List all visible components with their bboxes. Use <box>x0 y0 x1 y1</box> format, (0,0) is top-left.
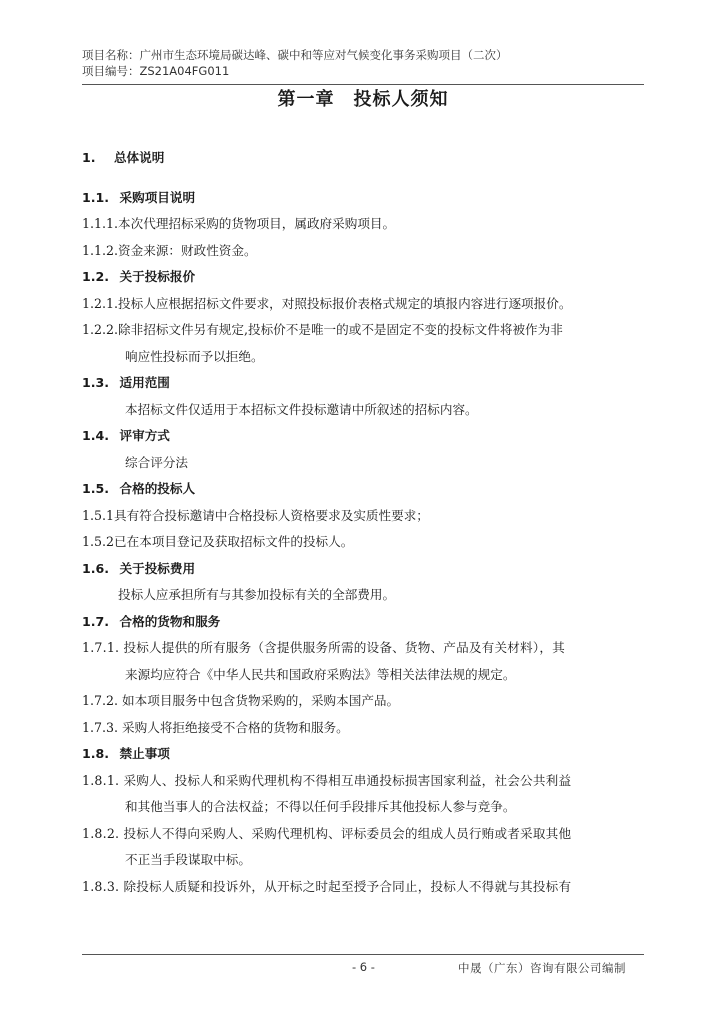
page-header <box>82 47 642 79</box>
project-name: 项目名称：广州市生态环境局碳达峰、碳中和等应对气候变化事务采购项目（二次） <box>82 48 508 62</box>
section-title: 总体说明 <box>113 150 165 165</box>
paragraph-1-7-1: 1.7.1. 投标人提供的所有服务（含提供服务所需的设备、货物、产品及有关材料），其 <box>82 640 565 655</box>
section-heading-1-7 <box>82 609 648 636</box>
project-code: 项目编号：ZS21A04FG011 <box>82 64 230 78</box>
paragraph-1-1-1: 1.1.1.本次代理招标采购的货物项目，属政府采购项目。 <box>82 216 396 231</box>
section-heading-1-8 <box>82 741 648 768</box>
section-number: 1. <box>82 150 96 165</box>
paragraph-1-5-2: 1.5.2已在本项目登记及获取招标文件的投标人。 <box>82 534 354 549</box>
section-title: 合格的货物和服务 <box>119 613 221 629</box>
paragraph-1-7-2: 1.7.2. 如本项目服务中包含货物采购的，采购本国产品。 <box>82 693 400 708</box>
section-title: 采购项目说明 <box>119 189 196 205</box>
section-title: 禁止事项 <box>119 746 170 761</box>
section-number: 1.3. <box>82 375 110 390</box>
paragraph-1-8-2-cont: 不正当手段谋取中标。 <box>125 852 251 867</box>
paragraph-1-8-1: 1.8.1. 采购人、投标人和采购代理机构不得相互串通投标损害国家利益，社会公共利益 <box>82 772 572 788</box>
section-title: 评审方式 <box>119 428 170 443</box>
header-divider <box>82 84 644 85</box>
section-heading-1-5 <box>82 476 648 503</box>
footer-divider <box>82 954 644 955</box>
paragraph-1-1-2: 1.1.2.资金来源：财政性资金。 <box>82 242 257 258</box>
section-number: 1.5. <box>82 481 110 496</box>
section-number: 1.8. <box>82 746 110 761</box>
section-number: 1.6. <box>82 560 110 576</box>
paragraph-1-6: 投标人应承担所有与其参加投标有关的全部费用。 <box>118 587 396 602</box>
paragraph-1-7-1-cont: 来源均应符合《中华人民共和国政府采购法》等相关法律法规的规定。 <box>125 666 516 682</box>
paragraph-1-2-2-cont: 响应性投标而予以拒绝。 <box>125 348 264 364</box>
section-heading-1-1 <box>82 185 648 212</box>
chapter-title: 第一章 投标人须知 <box>277 89 449 110</box>
document-body <box>82 145 648 900</box>
paragraph-1-5-1: 1.5.1具有符合投标邀请中合格投标人资格要求及实质性要求； <box>82 507 429 523</box>
section-heading-1 <box>82 145 648 172</box>
section-heading-1-6 <box>82 556 648 583</box>
section-title: 适用范围 <box>119 375 170 390</box>
section-number: 1.4. <box>82 428 110 443</box>
section-number: 1.7. <box>82 613 110 629</box>
paragraph-1-3: 本招标文件仅适用于本招标文件投标邀请中所叙述的招标内容。 <box>125 401 478 417</box>
section-number: 1.1. <box>82 189 110 205</box>
paragraph-1-8-1-cont: 和其他当事人的合法权益；不得以任何手段排斥其他投标人参与竞争。 <box>125 799 516 814</box>
section-heading-1-2 <box>82 264 648 291</box>
paragraph-1-2-2: 1.2.2.除非招标文件另有规定,投标价不是唯一的或不是固定不变的投标文件将被作为非 <box>82 322 563 337</box>
section-heading-1-4 <box>82 423 648 450</box>
footer-organization: 中晟（广东）咨询有限公司编制 <box>458 961 626 975</box>
paragraph-1-8-3: 1.8.3. 除投标人质疑和投诉外，从开标之时起至授予合同止，投标人不得就与其投标有 <box>82 878 572 894</box>
section-heading-1-3 <box>82 370 648 397</box>
section-number: 1.2. <box>82 269 110 284</box>
paragraph-1-4: 综合评分法 <box>125 454 188 470</box>
page-number: - 6 - <box>352 960 375 974</box>
section-title: 合格的投标人 <box>119 481 196 496</box>
section-title: 关于投标费用 <box>119 560 196 576</box>
paragraph-1-2-1: 1.2.1.投标人应根据招标文件要求，对照投标报价表格式规定的填报内容进行逐项报价。 <box>82 295 572 311</box>
paragraph-1-7-3: 1.7.3. 采购人将拒绝接受不合格的货物和服务。 <box>82 719 349 735</box>
section-title: 关于投标报价 <box>119 269 196 284</box>
paragraph-1-8-2: 1.8.2. 投标人不得向采购人、采购代理机构、评标委员会的组成人员行贿或者采取其他 <box>82 825 572 841</box>
